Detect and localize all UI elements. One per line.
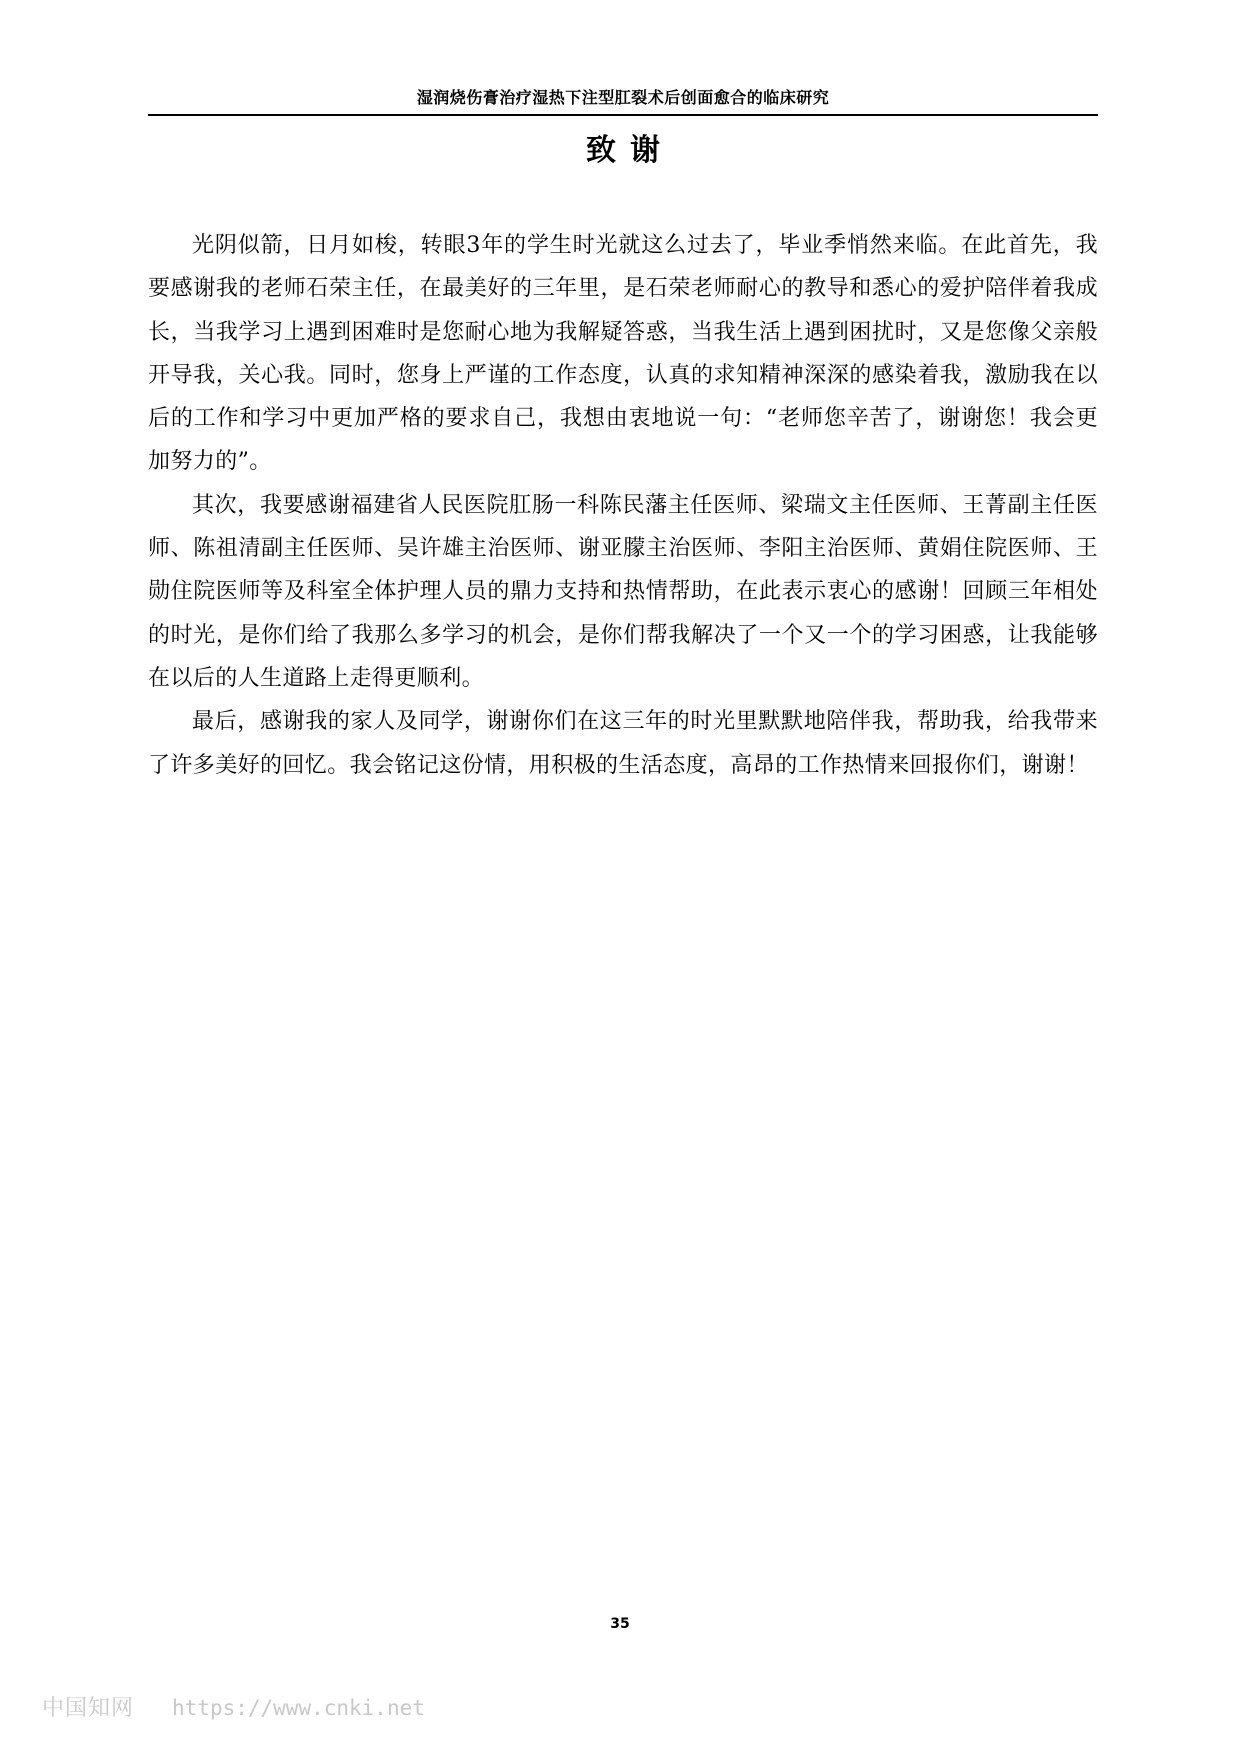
acknowledgement-body (148, 224, 1098, 787)
watermark-url: https://www.cnki.net (172, 1696, 425, 1720)
page-title: 致谢 (586, 133, 674, 168)
watermark-brand: 中国知网 (42, 1696, 135, 1721)
header-rule (148, 114, 1098, 116)
running-header: 湿润烧伤膏治疗湿热下注型肛裂术后创面愈合的临床研究 (416, 88, 830, 107)
watermark (42, 1694, 425, 1723)
paragraph-1: 光阴似箭，日月如梭，转眼3年的学生时光就这么过去了，毕业季悄然来临。在此首先，我要感谢我的老师石荣主任，在最美好的三年里，是石荣老师耐心的教导和悉心的爱护陪伴着我成长，当我学习上遇到困难时是您耐心地为我解疑答惑，当我生活上遇到困扰时，又是您像父亲般开导我，关心我。同时，您身上严谨的工作态度，认真的求知精神深深的感染着我，激励我在以后的工作和学习中更加严格的要求自己，我想由衷地说一句：“老师您辛苦了，谢谢您！我会更加努力的”。 (148, 233, 1098, 475)
page-number: 35 (610, 1616, 630, 1632)
paragraph-3: 最后，感谢我的家人及同学，谢谢你们在这三年的时光里默默地陪伴我，帮助我，给我带来了许多美好的回忆。我会铭记这份情，用积极的生活态度，高昂的工作热情来回报你们，谢谢！ (148, 709, 1098, 778)
paragraph-2: 其次，我要感谢福建省人民医院肛肠一科陈民藩主任医师、梁瑞文主任医师、王菁副主任医师、陈祖清副主任医师、吴许雄主治医师、谢亚朦主治医师、李阳主治医师、黄娟住院医师、王勋住院医师等及科室全体护理人员的鼎力支持和热情帮助，在此表示衷心的感谢！回顾三年相处的时光，是你们给了我那么多学习的机会，是你们帮我解决了一个又一个的学习困惑，让我能够在以后的人生道路上走得更顺利。 (148, 492, 1098, 691)
